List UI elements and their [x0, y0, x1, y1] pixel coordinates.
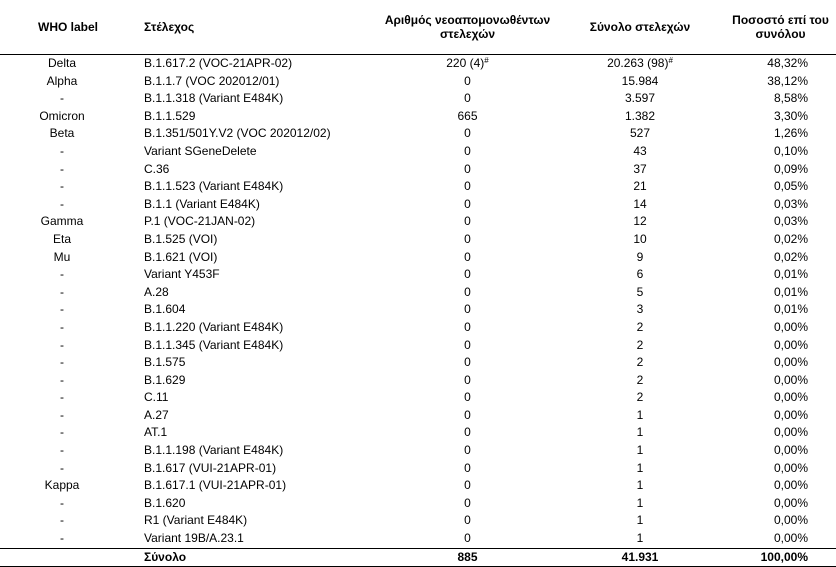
cell-percent: 0,00%: [773, 390, 808, 405]
cell-percent: 0,05%: [773, 179, 808, 194]
cell-total-strains: 6: [636, 267, 644, 282]
new-value: 0: [464, 337, 471, 352]
cell-new-isolated: [380, 424, 555, 442]
new-value: 0: [464, 425, 471, 440]
cell-strain: Variant SGeneDelete: [144, 143, 257, 158]
table-row: [0, 249, 836, 267]
cell-total-strains: 10: [633, 231, 647, 246]
header-percent-total: Ποσοστό επί του συνόλου: [725, 0, 836, 55]
table-row: [0, 284, 836, 302]
new-value: 0: [464, 495, 471, 510]
cell-new-isolated: [380, 337, 555, 355]
cell-who-label: Omicron: [39, 108, 85, 123]
cell-total-strains: 2: [636, 372, 644, 387]
new-value: 0: [464, 143, 471, 158]
new-value: 665: [457, 108, 478, 123]
new-value: 0: [464, 284, 471, 299]
header-row: [0, 0, 836, 55]
cell-who-label: -: [60, 443, 64, 458]
cell-new-isolated: [380, 284, 555, 302]
cell-new-isolated: [380, 512, 555, 530]
cell-percent: 0,00%: [773, 425, 808, 440]
cell-new-isolated: [380, 231, 555, 249]
table-row: [0, 495, 836, 513]
footnote-mark: #: [484, 56, 489, 65]
cell-who-label: Gamma: [40, 214, 84, 229]
cell-strain: B.1.621 (VOI): [144, 249, 218, 264]
cell-total-strains: 2: [636, 355, 644, 370]
cell-who-label: -: [60, 143, 64, 158]
table-row: [0, 530, 836, 548]
table-body: [0, 55, 836, 567]
cell-new-isolated: [380, 442, 555, 460]
header-strain: Στέλεχος: [130, 0, 380, 55]
table-row: [0, 125, 836, 143]
cell-percent: 0,00%: [773, 495, 808, 510]
cell-total-strains: 1: [636, 478, 644, 493]
cell-strain: B.1.629: [144, 372, 186, 387]
cell-new-isolated: [380, 407, 555, 425]
new-value: 0: [464, 249, 471, 264]
cell-total-strains: 1: [636, 531, 644, 546]
cell-percent: 0,02%: [773, 249, 808, 264]
table-row: [0, 477, 836, 495]
cell-total-strains: 5: [636, 284, 644, 299]
cell-new-isolated: [380, 108, 555, 126]
cell-who-label: -: [60, 355, 64, 370]
cell-total-strains: 43: [633, 143, 647, 158]
table-row: [0, 178, 836, 196]
cell-who-label: -: [60, 267, 64, 282]
cell-strain: B.1.351/501Y.V2 (VOC 202012/02): [144, 126, 331, 141]
new-value: 0: [464, 372, 471, 387]
cell-total-strains: [555, 55, 725, 73]
new-value: 0: [464, 231, 471, 246]
cell-new-isolated: [380, 143, 555, 161]
header-total-strains: Σύνολο στελεχών: [555, 0, 725, 55]
cell-percent: 0,01%: [773, 284, 808, 299]
cell-new-isolated: [380, 319, 555, 337]
cell-who-label: Beta: [49, 126, 75, 141]
table-row: [0, 354, 836, 372]
cell-new-isolated: [380, 530, 555, 548]
cell-percent: 48,32%: [767, 56, 808, 70]
new-value: 0: [464, 390, 471, 405]
cell-total-strains: 21: [633, 179, 647, 194]
table-row: [0, 90, 836, 108]
cell-strain: C.36: [144, 161, 170, 176]
total-percent: 100,00%: [725, 548, 836, 567]
table-row: [0, 372, 836, 390]
cell-who-label: -: [60, 460, 64, 475]
cell-new-isolated: [380, 495, 555, 513]
table-row: [0, 389, 836, 407]
cell-total-strains: 14: [633, 196, 647, 211]
cell-percent: 8,58%: [773, 91, 808, 106]
new-value: 0: [464, 355, 471, 370]
cell-strain: B.1.617.1 (VUI-21APR-01): [144, 478, 287, 493]
cell-total-strains: 1: [636, 425, 644, 440]
table-row: [0, 55, 836, 73]
cell-strain: B.1.1.220 (Variant E484K): [144, 319, 284, 334]
cell-percent: 0,00%: [773, 513, 808, 528]
cell-new-isolated: [380, 161, 555, 179]
cell-who-label: -: [60, 531, 64, 546]
cell-who-label: -: [60, 425, 64, 440]
cell-percent: 0,02%: [773, 231, 808, 246]
cell-percent: 38,12%: [767, 73, 808, 88]
cell-strain: B.1.1 (Variant E484K): [144, 196, 260, 211]
cell-who-label: -: [60, 179, 64, 194]
cell-percent: 0,01%: [773, 302, 808, 317]
total-strains: 41.931: [555, 548, 725, 567]
table-row: [0, 424, 836, 442]
cell-total-strains: 37: [633, 161, 647, 176]
table-row: [0, 143, 836, 161]
cell-strain: A.27: [144, 407, 169, 422]
total-label: Σύνολο: [130, 548, 380, 567]
cell-who-label: -: [60, 390, 64, 405]
cell-percent: 0,00%: [773, 319, 808, 334]
cell-percent: 0,01%: [773, 267, 808, 282]
new-value: 0: [464, 319, 471, 334]
cell-new-isolated: [380, 55, 555, 73]
table-row: [0, 73, 836, 91]
cell-total-strains: 9: [636, 249, 644, 264]
new-value: 0: [464, 460, 471, 475]
new-value: 0: [464, 196, 471, 211]
cell-strain: Variant Y453F: [144, 267, 220, 282]
cell-strain: B.1.1.198 (Variant E484K): [144, 443, 284, 458]
cell-new-isolated: [380, 249, 555, 267]
cell-total-strains: 15.984: [621, 73, 659, 88]
cell-strain: B.1.1.318 (Variant E484K): [144, 91, 284, 106]
cell-total-strains: 1.382: [624, 108, 656, 123]
header-who-label: WHO label: [0, 0, 130, 55]
table-row: [0, 266, 836, 284]
cell-who-label: -: [60, 196, 64, 211]
footnote-mark: #: [668, 56, 673, 65]
cell-total-strains: 3.597: [624, 91, 656, 106]
cell-who-label: -: [60, 372, 64, 387]
new-value: 0: [464, 531, 471, 546]
cell-strain: B.1.1.523 (Variant E484K): [144, 179, 284, 194]
cell-total-strains: 527: [629, 126, 651, 141]
cell-total-strains: 1: [636, 495, 644, 510]
new-value: 0: [464, 91, 471, 106]
table-row: [0, 319, 836, 337]
cell-total-strains: 1: [636, 407, 644, 422]
cell-percent: 0,03%: [773, 196, 808, 211]
table-row: [0, 460, 836, 478]
cell-total-strains: 3: [636, 302, 644, 317]
cell-strain: B.1.1.345 (Variant E484K): [144, 337, 284, 352]
new-value: 0: [464, 478, 471, 493]
cell-who-label: Alpha: [46, 73, 78, 88]
new-value: 0: [464, 267, 471, 282]
cell-new-isolated: [380, 460, 555, 478]
table-header: [0, 0, 836, 55]
cell-percent: 0,00%: [773, 478, 808, 493]
cell-new-isolated: [380, 196, 555, 214]
cell-strain: B.1.604: [144, 302, 186, 317]
cell-who-label: Mu: [53, 249, 71, 264]
cell-total-strains: 1: [636, 443, 644, 458]
cell-total-strains: 2: [636, 319, 644, 334]
cell-new-isolated: [380, 389, 555, 407]
cell-percent: 0,00%: [773, 407, 808, 422]
cell-percent: 0,00%: [773, 443, 808, 458]
new-value: 0: [464, 302, 471, 317]
cell-total-strains: 1: [636, 460, 644, 475]
new-value: 220 (4): [446, 56, 485, 70]
cell-percent: 0,00%: [773, 372, 808, 387]
new-value: 0: [464, 179, 471, 194]
cell-percent: 0,00%: [773, 531, 808, 546]
cell-percent: 0,10%: [773, 143, 808, 158]
cell-percent: 0,00%: [773, 337, 808, 352]
cell-percent: 0,00%: [773, 355, 808, 370]
cell-who-label: -: [60, 284, 64, 299]
cell-new-isolated: [380, 477, 555, 495]
cell-who-label: -: [60, 337, 64, 352]
cell-who-label: Delta: [47, 56, 76, 70]
cell-new-isolated: [380, 90, 555, 108]
cell-percent: 3,30%: [773, 108, 808, 123]
cell-new-isolated: [380, 372, 555, 390]
cell-new-isolated: [380, 354, 555, 372]
table-row: [0, 196, 836, 214]
new-value: 0: [464, 126, 471, 141]
total-value: 20.263 (98): [607, 56, 669, 70]
cell-percent: 1,26%: [773, 126, 808, 141]
cell-strain: A.28: [144, 284, 169, 299]
cell-strain: P.1 (VOC-21JAN-02): [144, 214, 256, 229]
table-row: [0, 231, 836, 249]
cell-strain: R1 (Variant E484K): [144, 513, 248, 528]
cell-who-label: -: [60, 513, 64, 528]
new-value: 0: [464, 161, 471, 176]
cell-who-label: -: [60, 302, 64, 317]
table-row: [0, 108, 836, 126]
cell-strain: B.1.525 (VOI): [144, 231, 218, 246]
table-row: [0, 512, 836, 530]
cell-strain: B.1.620: [144, 495, 186, 510]
cell-strain: B.1.617 (VUI-21APR-01): [144, 460, 277, 475]
cell-new-isolated: [380, 125, 555, 143]
cell-strain: C.11: [144, 390, 169, 405]
cell-who-label: Kappa: [44, 478, 80, 493]
cell-new-isolated: [380, 266, 555, 284]
table-row: [0, 407, 836, 425]
cell-percent: 0,09%: [773, 161, 808, 176]
table-row: [0, 301, 836, 319]
total-new-isolated: 885: [380, 548, 555, 567]
cell-new-isolated: [380, 301, 555, 319]
cell-who-label: -: [60, 91, 64, 106]
cell-total-strains: 2: [636, 337, 644, 352]
cell-new-isolated: [380, 213, 555, 231]
cell-new-isolated: [380, 178, 555, 196]
table-row: [0, 213, 836, 231]
new-value: 0: [464, 443, 471, 458]
new-value: 0: [464, 73, 471, 88]
cell-strain: B.1.575: [144, 355, 186, 370]
new-value: 0: [464, 214, 471, 229]
cell-who-label: -: [60, 161, 64, 176]
cell-who-label: -: [60, 407, 64, 422]
cell-strain: B.1.1.529: [144, 108, 196, 123]
cell-who-label: -: [60, 495, 64, 510]
table-row: [0, 337, 836, 355]
total-row: [0, 548, 836, 567]
header-new-isolated: Αριθμός νεοαπομονωθέντων στελεχών: [380, 0, 555, 55]
cell-percent: 0,00%: [773, 460, 808, 475]
cell-strain: Variant 19B/A.23.1: [144, 531, 244, 546]
cell-strain: B.1.617.2 (VOC-21APR-02): [144, 56, 293, 70]
cell-percent: 0,03%: [773, 214, 808, 229]
new-value: 0: [464, 513, 471, 528]
cell-who-label: [0, 548, 130, 567]
cell-total-strains: 1: [636, 513, 644, 528]
cell-strain: B.1.1.7 (VOC 202012/01): [144, 73, 280, 88]
table-row: [0, 442, 836, 460]
cell-who-label: -: [60, 319, 64, 334]
cell-new-isolated: [380, 73, 555, 91]
table-row: [0, 161, 836, 179]
cell-total-strains: 12: [633, 214, 647, 229]
cell-strain: AT.1: [144, 425, 168, 440]
new-value: 0: [464, 407, 471, 422]
cell-total-strains: 2: [636, 390, 644, 405]
cell-who-label: Eta: [52, 231, 71, 246]
